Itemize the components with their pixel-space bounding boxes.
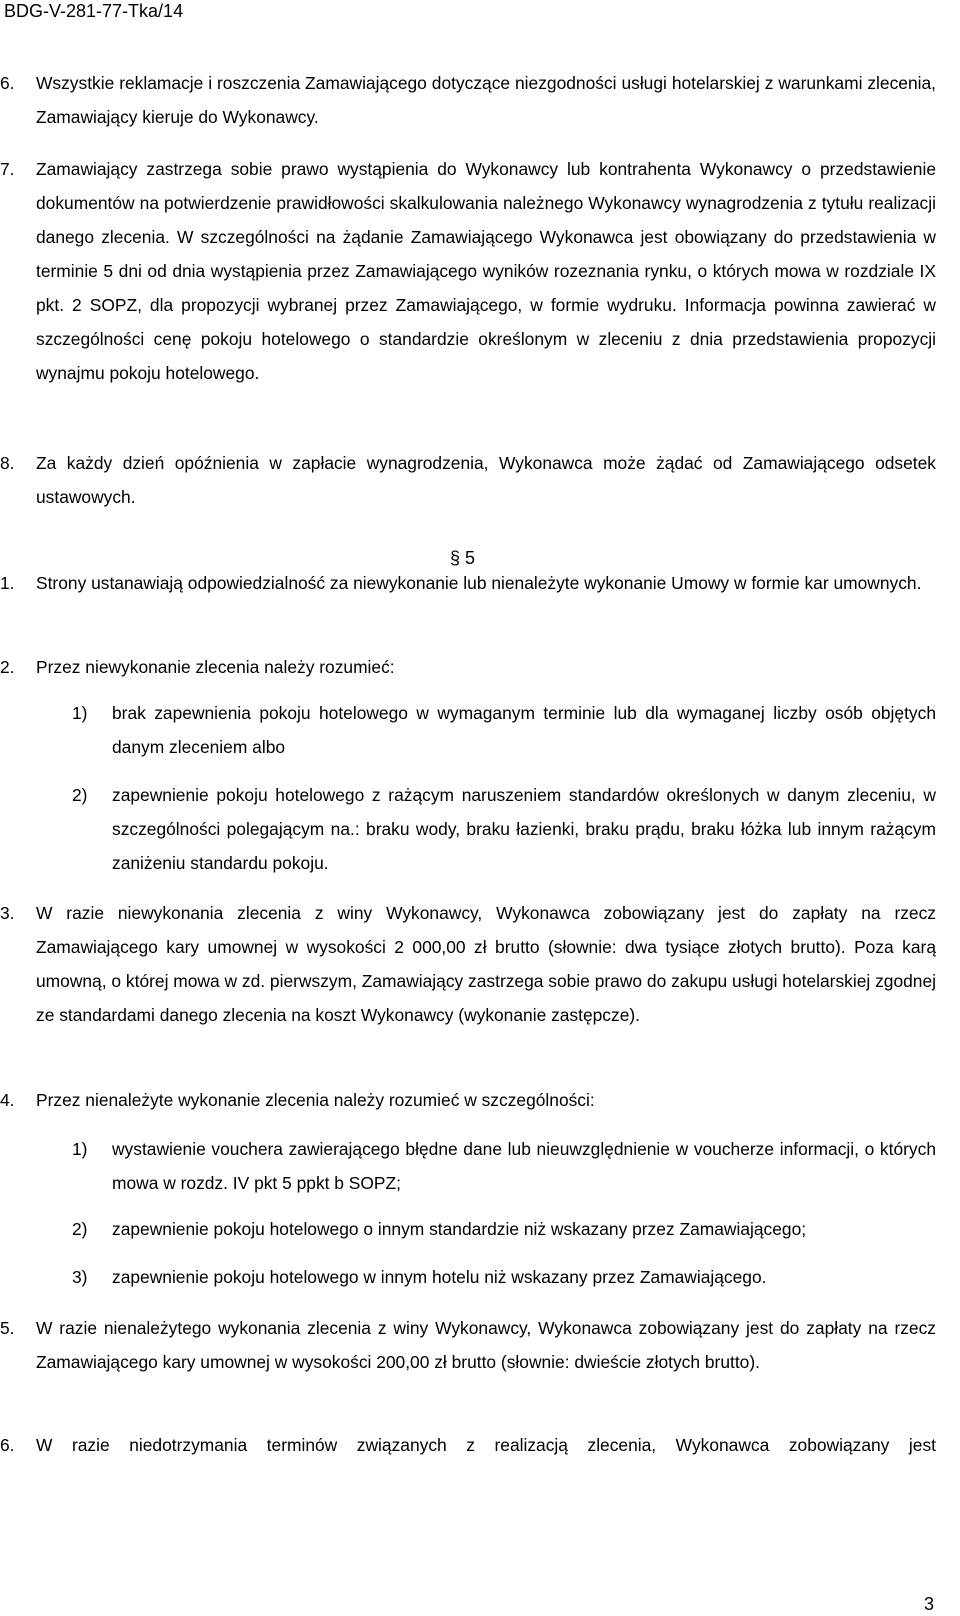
item-number: 6. xyxy=(0,1435,15,1455)
section-heading: § 5 xyxy=(450,548,476,568)
item-number: 6. xyxy=(0,73,15,93)
sub-list-item xyxy=(72,696,936,764)
list-item xyxy=(0,446,936,514)
sub-list-item xyxy=(72,778,936,880)
list-item xyxy=(0,1083,936,1117)
sub-item-number: 1) xyxy=(72,703,88,723)
item-text: Za każdy dzień opóźnienia w zapłacie wynagrodzenia, Wykonawca może żądać od Zamawiającego odsetek ustawowych. xyxy=(36,453,936,507)
list-item xyxy=(0,566,936,600)
item-text: W razie nienależytego wykonania zlecenia z winy Wykonawcy, Wykonawca zobowiązany jest do zapłaty na rzecz Zamawiającego kary umownej w wysokości 200,00 zł brutto (słownie: dwieście złotych brutto). xyxy=(36,1318,936,1372)
list-item xyxy=(0,1428,936,1462)
sub-item-number: 3) xyxy=(72,1267,88,1287)
list-item xyxy=(0,66,936,134)
list-item xyxy=(0,152,936,390)
sub-item-text: brak zapewnienia pokoju hotelowego w wymaganym terminie lub dla wymaganej liczby osób objętych danym zleceniem albo xyxy=(112,703,936,757)
list-item xyxy=(0,650,936,684)
item-text: W razie niewykonania zlecenia z winy Wykonawcy, Wykonawca zobowiązany jest do zapłaty na rzecz Zamawiającego kary umownej w wysokości 2 000,00 zł brutto (słownie: dwa tysiące złotych brutto). Poza karą umowną, o której mowa w zd. pierwszym, Zamawiający zastrzega sobie prawo do zakupu usługi hotelarskiej zgodnej ze standardami danego zlecenia na koszt Wykonawcy (wykonanie zastępcze). xyxy=(36,903,936,1025)
item-text: Wszystkie reklamacje i roszczenia Zamawiającego dotyczące niezgodności usługi hotelarskiej z warunkami zlecenia, Zamawiający kieruje do Wykonawcy. xyxy=(36,73,936,127)
item-text: Strony ustanawiają odpowiedzialność za niewykonanie lub nienależyte wykonanie Umowy w formie kar umownych. xyxy=(36,573,922,593)
sub-list-item xyxy=(72,1212,936,1246)
sub-item-text: wystawienie vouchera zawierającego błędne dane lub nieuwzględnienie w voucherze informacji, o których mowa w rozdz. IV pkt 5 ppkt b SOPZ; xyxy=(112,1139,936,1193)
page-number: 3 xyxy=(923,1594,934,1614)
item-text: Przez nienależyte wykonanie zlecenia należy rozumieć w szczególności: xyxy=(36,1090,595,1110)
sub-item-text: zapewnienie pokoju hotelowego w innym hotelu niż wskazany przez Zamawiającego. xyxy=(112,1267,767,1287)
sub-item-number: 2) xyxy=(72,785,88,805)
item-number: 8. xyxy=(0,453,15,473)
sub-list-item xyxy=(72,1132,936,1200)
item-text: W razie niedotrzymania terminów związanych z realizacją zlecenia, Wykonawca zobowiązany jest xyxy=(36,1435,936,1455)
item-text: Zamawiający zastrzega sobie prawo wystąpienia do Wykonawcy lub kontrahenta Wykonawcy o przedstawienie dokumentów na potwierdzenie prawidłowości skalkulowania należnego Wykonawcy wynagrodzenia z tytułu realizacji danego zlecenia. W szczególności na żądanie Zamawiającego Wykonawca jest obowiązany do przedstawienia w terminie 5 dni od dnia wystąpienia przez Zamawiającego wyników rozeznania rynku, o których mowa w rozdziale IX pkt. 2 SOPZ, dla propozycji wybranej przez Zamawiającego, w formie wydruku. Informacja powinna zawierać w szczególności cenę pokoju hotelowego o standardzie określonym w zleceniu z dnia przedstawienia propozycji wynajmu pokoju hotelowego. xyxy=(36,159,936,383)
sub-item-text: zapewnienie pokoju hotelowego o innym standardzie niż wskazany przez Zamawiającego; xyxy=(112,1219,807,1239)
list-item xyxy=(0,1311,936,1379)
sub-list-item xyxy=(72,1260,936,1294)
item-number: 5. xyxy=(0,1318,15,1338)
document-id-header: BDG-V-281-77-Tka/14 xyxy=(4,1,184,21)
item-number: 2. xyxy=(0,657,15,677)
sub-item-number: 2) xyxy=(72,1219,88,1239)
item-text: Przez niewykonanie zlecenia należy rozumieć: xyxy=(36,657,395,677)
item-number: 1. xyxy=(0,573,15,593)
list-item xyxy=(0,896,936,1032)
item-number: 4. xyxy=(0,1090,15,1110)
sub-item-text: zapewnienie pokoju hotelowego z rażącym naruszeniem standardów określonych w danym zleceniu, w szczególności polegającym na.: braku wody, braku łazienki, braku prądu, braku łóżka lub innym rażącym zaniżeniu standardu pokoju. xyxy=(112,785,936,873)
sub-item-number: 1) xyxy=(72,1139,88,1159)
item-number: 3. xyxy=(0,903,15,923)
item-number: 7. xyxy=(0,159,15,179)
